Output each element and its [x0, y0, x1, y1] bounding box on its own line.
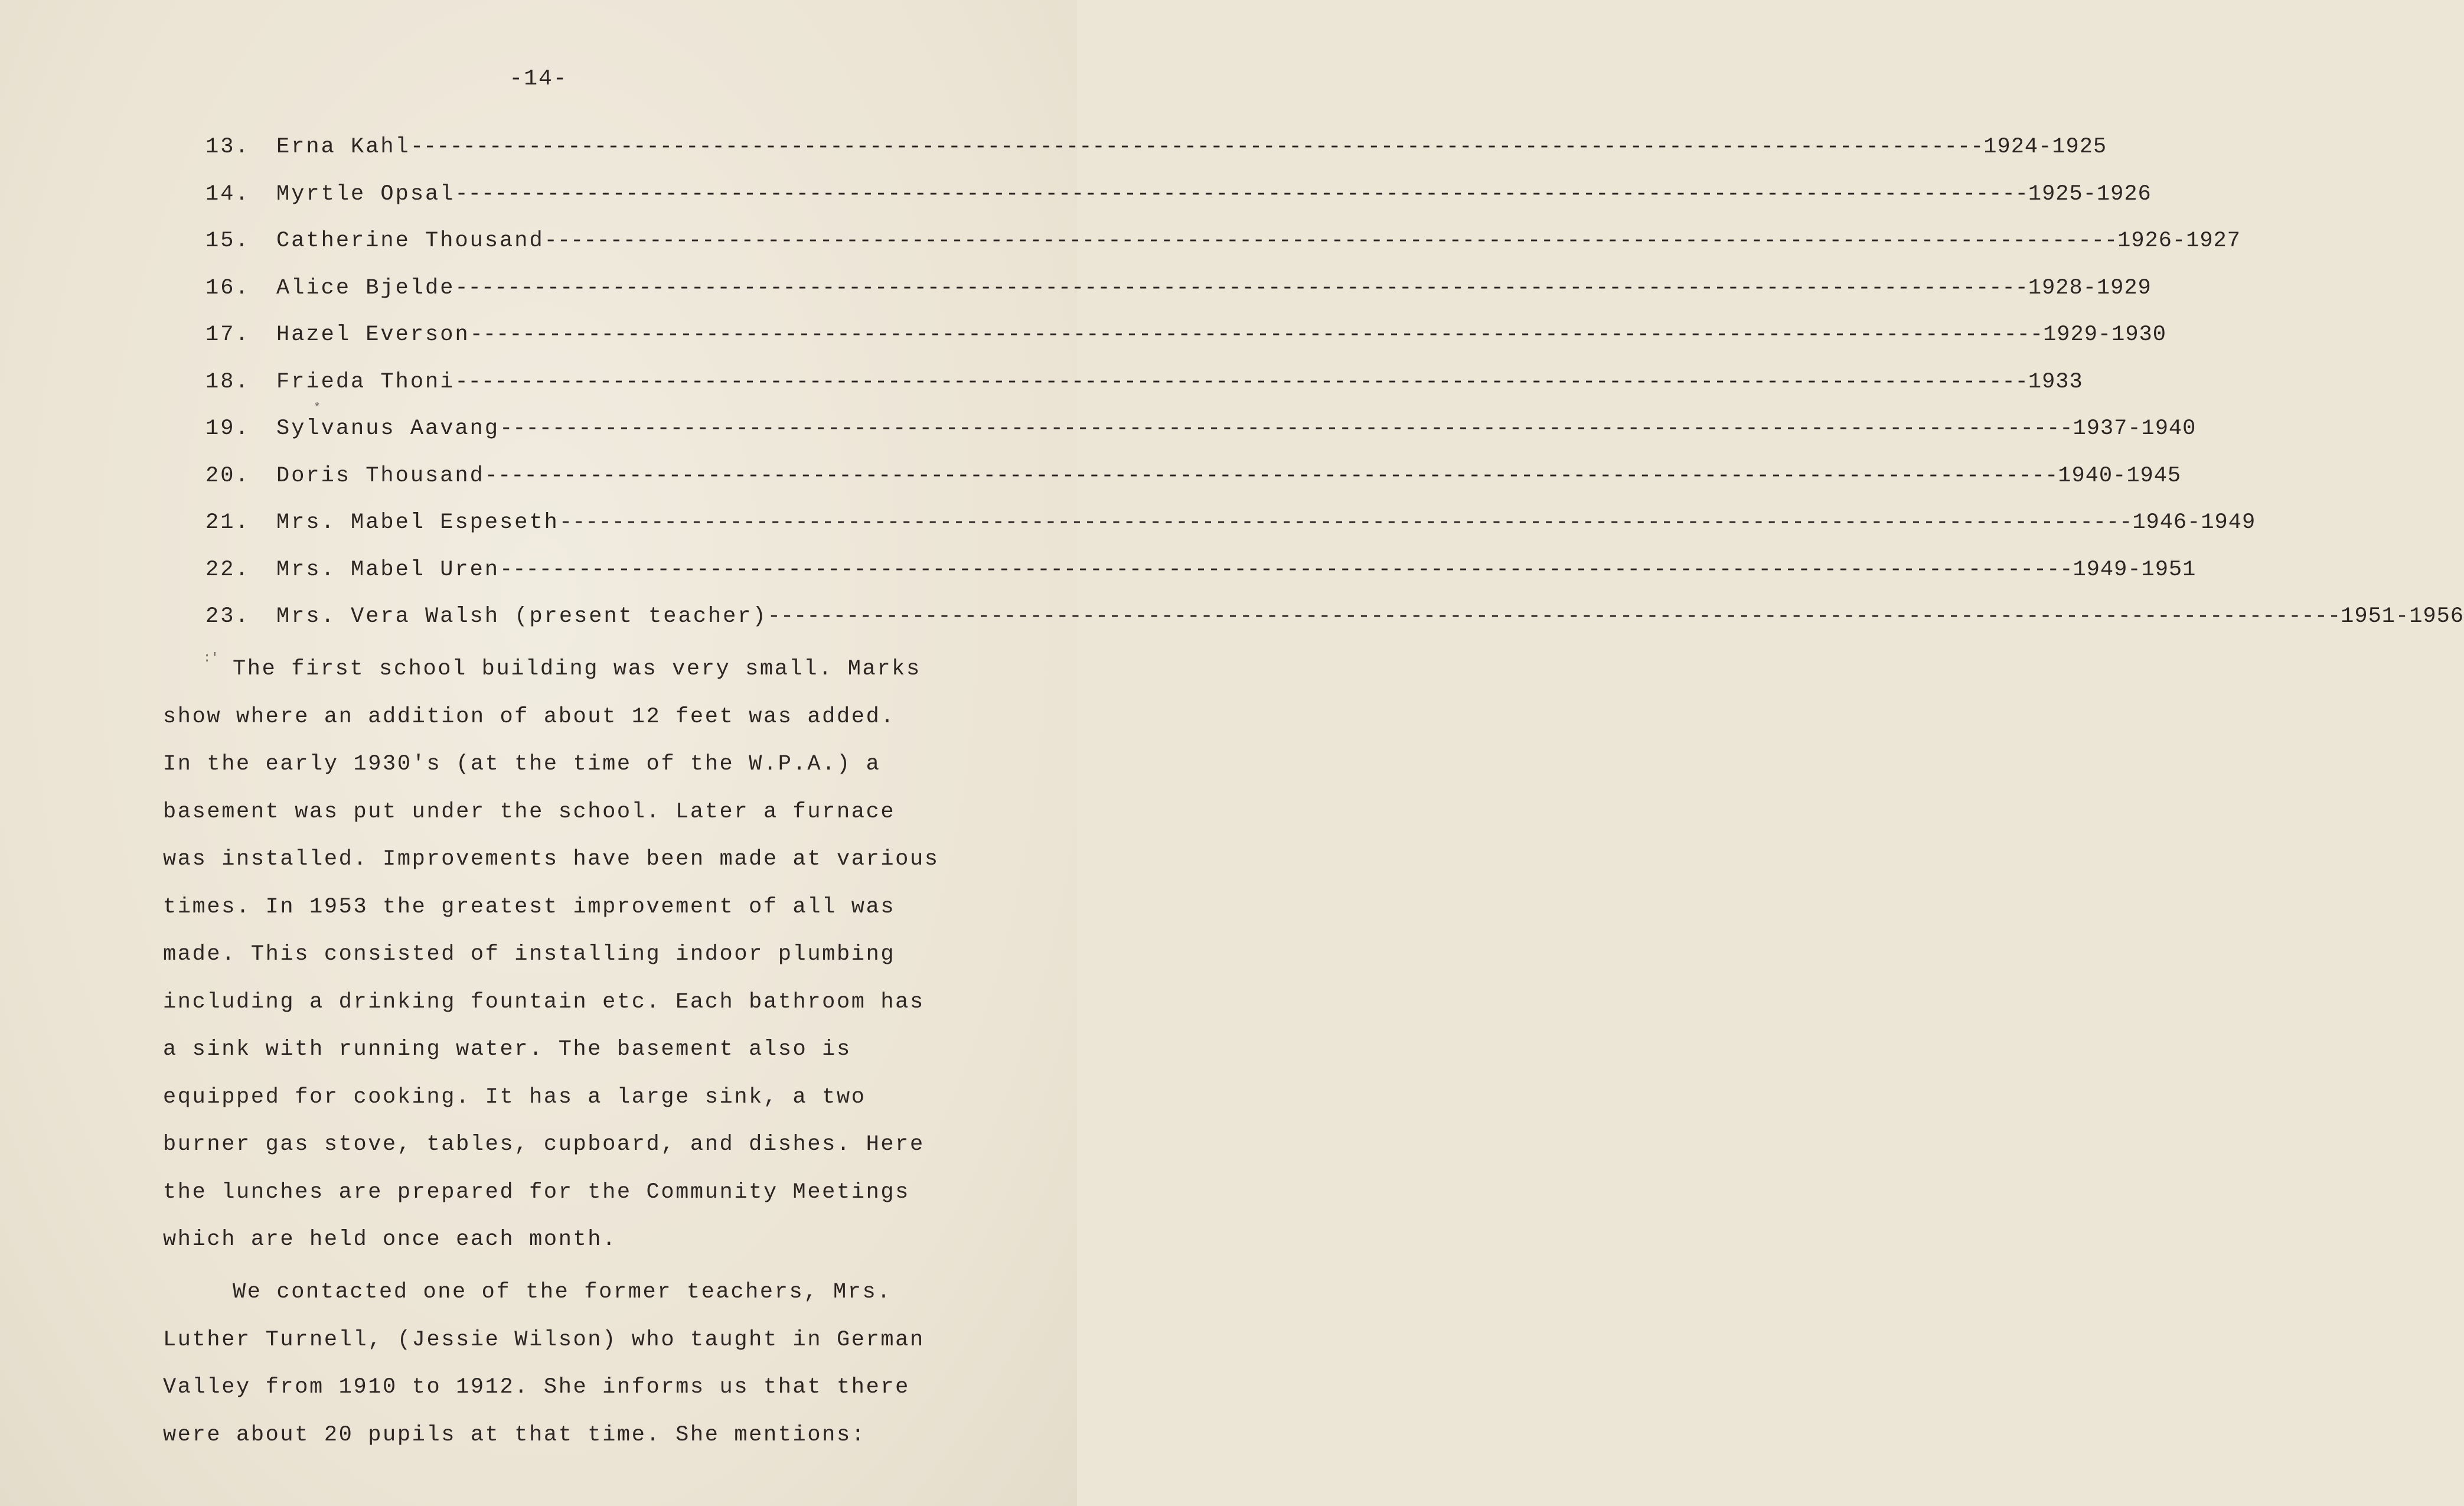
- teaching-years: 1951-1956: [2341, 604, 2464, 629]
- paragraph-line: basement was put under the school. Later a furnace: [163, 799, 896, 824]
- pencil-tick-icon: :': [203, 651, 219, 666]
- teaching-years: 1940-1945: [2058, 463, 2182, 488]
- leader-dashes: ------------------------------------------------------------------------------------------------------------------------: [455, 275, 2028, 301]
- teacher-roster: [205, 135, 2464, 651]
- roster-number: 14.: [205, 181, 250, 207]
- teacher-name: Frieda Thoni: [276, 369, 455, 395]
- paragraph-line: show where an addition of about 12 feet was added.: [163, 704, 896, 729]
- teaching-years: 1933: [2028, 369, 2083, 395]
- leader-dashes: ------------------------------------------------------------------------------------------------------------------------: [469, 322, 2044, 347]
- page-number: -14-: [509, 66, 568, 92]
- teacher-name: Doris Thousand: [276, 463, 485, 488]
- teaching-years: 1925-1926: [2028, 181, 2152, 207]
- roster-number: 18.: [205, 369, 250, 395]
- roster-number: 17.: [205, 322, 250, 347]
- leader-dashes: ------------------------------------------------------------------------------------------------------------------------: [455, 369, 2028, 395]
- roster-row: [205, 275, 2152, 323]
- leader-dashes: ------------------------------------------------------------------------------------------------------------------------: [484, 463, 2058, 488]
- leader-dashes: ------------------------------------------------------------------------------------------------------------------------: [500, 416, 2073, 441]
- teacher-name: Alice Bjelde: [276, 275, 455, 301]
- roster-row: [205, 557, 2197, 605]
- roster-row: [205, 181, 2152, 229]
- roster-number: 13.: [205, 135, 250, 159]
- teaching-years: 1929-1930: [2043, 322, 2166, 347]
- teaching-years: 1928-1929: [2028, 275, 2152, 301]
- paragraph-line: a sink with running water. The basement also is: [163, 1037, 851, 1062]
- leader-dashes: ------------------------------------------------------------------------------------------------------------------------: [410, 135, 1984, 159]
- teaching-years: 1946-1949: [2132, 510, 2256, 535]
- teacher-name: Sylvanus Aavang: [276, 416, 500, 441]
- roster-row: [205, 604, 2464, 651]
- paragraph-line: The first school building was very small. Marks: [233, 657, 921, 682]
- leader-dashes: ------------------------------------------------------------------------------------------------------------------------: [455, 181, 2028, 207]
- roster-row: [205, 463, 2182, 511]
- roster-number: 15.: [205, 229, 250, 253]
- roster-number: 23.: [205, 604, 250, 629]
- teaching-years: 1937-1940: [2073, 416, 2197, 441]
- roster-number: 20.: [205, 463, 250, 488]
- teacher-name: Myrtle Opsal: [276, 181, 455, 207]
- teacher-name: Erna Kahl: [276, 135, 410, 159]
- paragraph-line: made. This consisted of installing indoor plumbing: [163, 942, 896, 967]
- paragraph-line: times. In 1953 the greatest improvement of all was: [163, 894, 896, 920]
- paragraph-line: including a drinking fountain etc. Each bathroom has: [163, 989, 925, 1015]
- roster-row: [205, 229, 2241, 276]
- paragraph-school-building: [163, 646, 939, 1264]
- teaching-years: 1924-1925: [1983, 135, 2107, 159]
- teaching-years: 1926-1927: [2117, 229, 2241, 253]
- leader-dashes: ------------------------------------------------------------------------------------------------------------------------: [559, 510, 2133, 535]
- teacher-name: Catherine Thousand: [276, 229, 544, 253]
- paragraph-line: was installed. Improvements have been made at various: [163, 847, 939, 872]
- paragraph-line: burner gas stove, tables, cupboard, and dishes. Here: [163, 1132, 925, 1157]
- roster-row: [205, 416, 2197, 464]
- paragraph-line: were about 20 pupils at that time. She mentions:: [163, 1422, 866, 1448]
- leader-dashes: ------------------------------------------------------------------------------------------------------------------------: [500, 557, 2073, 582]
- leader-dashes: ------------------------------------------------------------------------------------------------------------------------: [767, 604, 2341, 629]
- roster-row: [205, 135, 2107, 182]
- pencil-mark-icon: *: [314, 402, 321, 415]
- teacher-name: Mrs. Mabel Uren: [276, 557, 500, 582]
- paragraph-former-teacher: [163, 1269, 931, 1459]
- paragraph-line: the lunches are prepared for the Community Meetings: [163, 1179, 910, 1205]
- roster-row: [205, 510, 2256, 558]
- roster-number: 21.: [205, 510, 250, 535]
- leader-dashes: ------------------------------------------------------------------------------------------------------------------------: [544, 229, 2118, 253]
- paragraph-line: Valley from 1910 to 1912. She informs us that there: [163, 1375, 910, 1400]
- teaching-years: 1949-1951: [2073, 557, 2197, 582]
- roster-number: 19.: [205, 416, 250, 441]
- paragraph-line: In the early 1930's (at the time of the W.P.A.) a: [163, 752, 881, 777]
- roster-row: [205, 322, 2166, 370]
- paragraph-line: equipped for cooking. It has a large sink, a two: [163, 1084, 866, 1110]
- roster-number: 16.: [205, 275, 250, 301]
- paragraph-line: which are held once each month.: [163, 1227, 617, 1252]
- paragraph-line: Luther Turnell, (Jessie Wilson) who taught in German: [163, 1327, 925, 1352]
- teacher-name: Mrs. Mabel Espeseth: [276, 510, 559, 535]
- teacher-name: Hazel Everson: [276, 322, 470, 347]
- paragraph-line: We contacted one of the former teachers, Mrs.: [233, 1280, 892, 1305]
- roster-number: 22.: [205, 557, 250, 582]
- teacher-name: Mrs. Vera Walsh (present teacher): [276, 604, 768, 629]
